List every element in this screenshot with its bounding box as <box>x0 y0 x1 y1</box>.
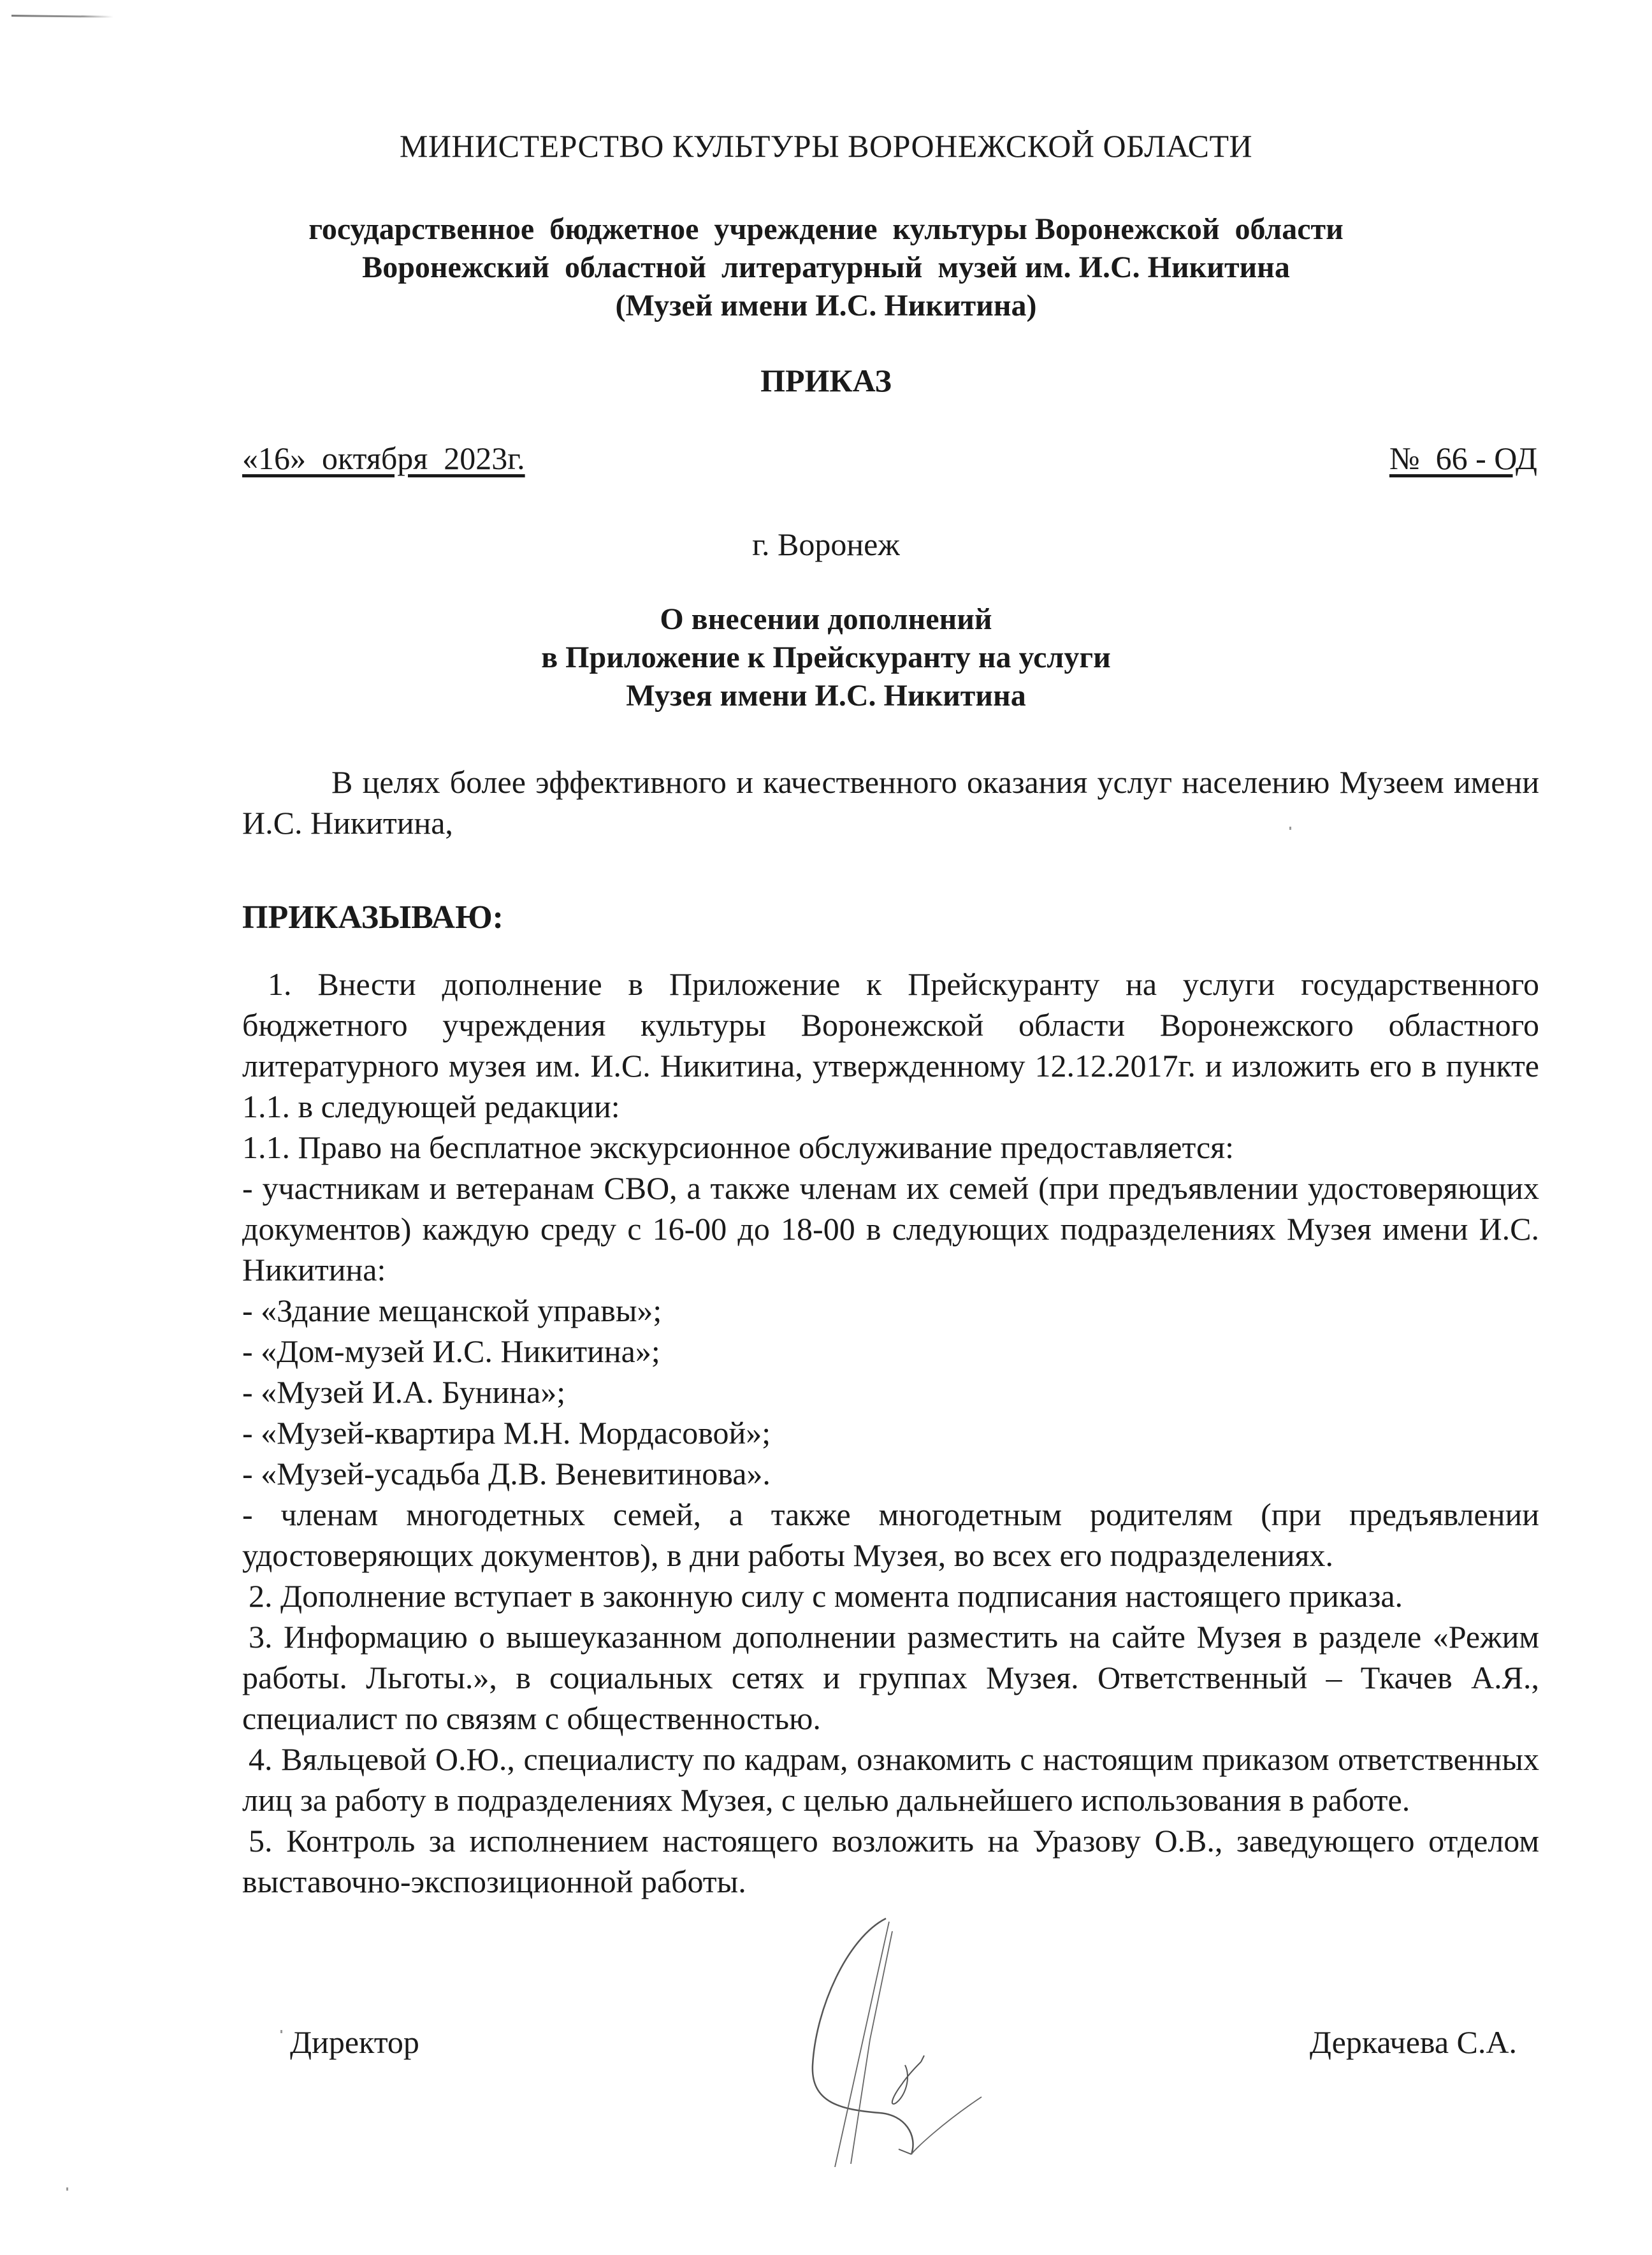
organization-line-3: (Музей имени И.С. Никитина) <box>615 289 1037 323</box>
preamble-paragraph: В целях более эффективного и качественного оказания услуг населению Музеем имени И.С. Никитина, <box>242 764 1539 841</box>
order-item-4: 4. Вяльцевой О.Ю., специалисту по кадрам, ознакомить с настоящим приказом ответственных лиц за работу в подразделениях Музея, с целью дальнейшего использования в работе. <box>242 1741 1539 1818</box>
scan-artifact-line <box>11 15 113 18</box>
subject-line-2: в Приложение к Прейскуранту на услуги <box>541 641 1111 674</box>
subject-line-3: Музея имени И.С. Никитина <box>626 679 1026 713</box>
document-type-title: ПРИКАЗ <box>760 363 892 398</box>
division-item: - «Музей-усадьба Д.В. Веневитинова». <box>242 1456 771 1491</box>
order-item-1-1-svo: - участникам и ветеранам СВО, а также членам их семей (при предъявлении удостоверяющих документов) каждую среду с 16-00 до 18-00 в следующих подразделениях Музея имени И.С. Никитина: <box>242 1170 1539 1287</box>
subject-line-1: О внесении дополнений <box>660 602 992 636</box>
order-item-3: 3. Информацию о вышеуказанном дополнении разместить на сайте Музея в разделе «Режим работы. Льготы.», в социальных сетях и группах Музея. Ответственный – Ткачев А.Я., специалист по связям с общественностью. <box>242 1619 1539 1736</box>
order-body <box>242 964 1539 1902</box>
signatory-role: Директор <box>290 2024 419 2060</box>
signatory-name: Деркачева С.А. <box>1309 2024 1517 2060</box>
order-item-1-1-large-families: - членам многодетных семей, а также многодетным родителям (при предъявлении удостоверяющих документов), в дни работы Музея, во всех его подразделениях. <box>242 1497 1539 1573</box>
handwritten-signature <box>752 1912 1083 2167</box>
scan-speck <box>1289 827 1291 830</box>
orders-heading: ПРИКАЗЫВАЮ: <box>242 899 504 936</box>
order-number: № 66 - ОД <box>1389 440 1537 476</box>
organization-line-1: государственное бюджетное учреждение культуры Воронежской области <box>308 212 1344 246</box>
division-item: - «Музей-квартира М.Н. Мордасовой»; <box>242 1415 771 1451</box>
ministry-header: МИНИСТЕРСТВО КУЛЬТУРЫ ВОРОНЕЖСКОЙ ОБЛАСТИ <box>399 128 1253 164</box>
division-item: - «Здание мещанской управы»; <box>242 1293 662 1328</box>
division-item: - «Дом-музей И.С. Никитина»; <box>242 1333 660 1369</box>
division-item: - «Музей И.А. Бунина»; <box>242 1374 566 1410</box>
order-date: «16» октября 2023г. <box>242 440 525 476</box>
scan-speck <box>66 2187 68 2191</box>
order-item-2: 2. Дополнение вступает в законную силу с момента подписания настоящего приказа. <box>249 1578 1403 1614</box>
scan-speck <box>280 2030 282 2033</box>
organization-line-2: Воронежский областной литературный музей им. И.С. Никитина <box>362 250 1290 284</box>
order-item-5: 5. Контроль за исполнением настоящего возложить на Уразову О.В., заведующего отделом выставочно-экспозиционной работы. <box>242 1823 1539 1899</box>
order-item-1: 1. Внести дополнение в Приложение к Прейскуранту на услуги государственного бюджетного учреждения культуры Воронежской области Воронежского областного литературного музея им. И.С. Никитина, утвержденному 12.12.2017г. и изложить его в пункте 1.1. в следующей редакции: <box>242 966 1539 1124</box>
city: г. Воронеж <box>752 526 900 562</box>
order-item-1-1: 1.1. Право на бесплатное экскурсионное обслуживание предоставляется: <box>242 1129 1235 1165</box>
